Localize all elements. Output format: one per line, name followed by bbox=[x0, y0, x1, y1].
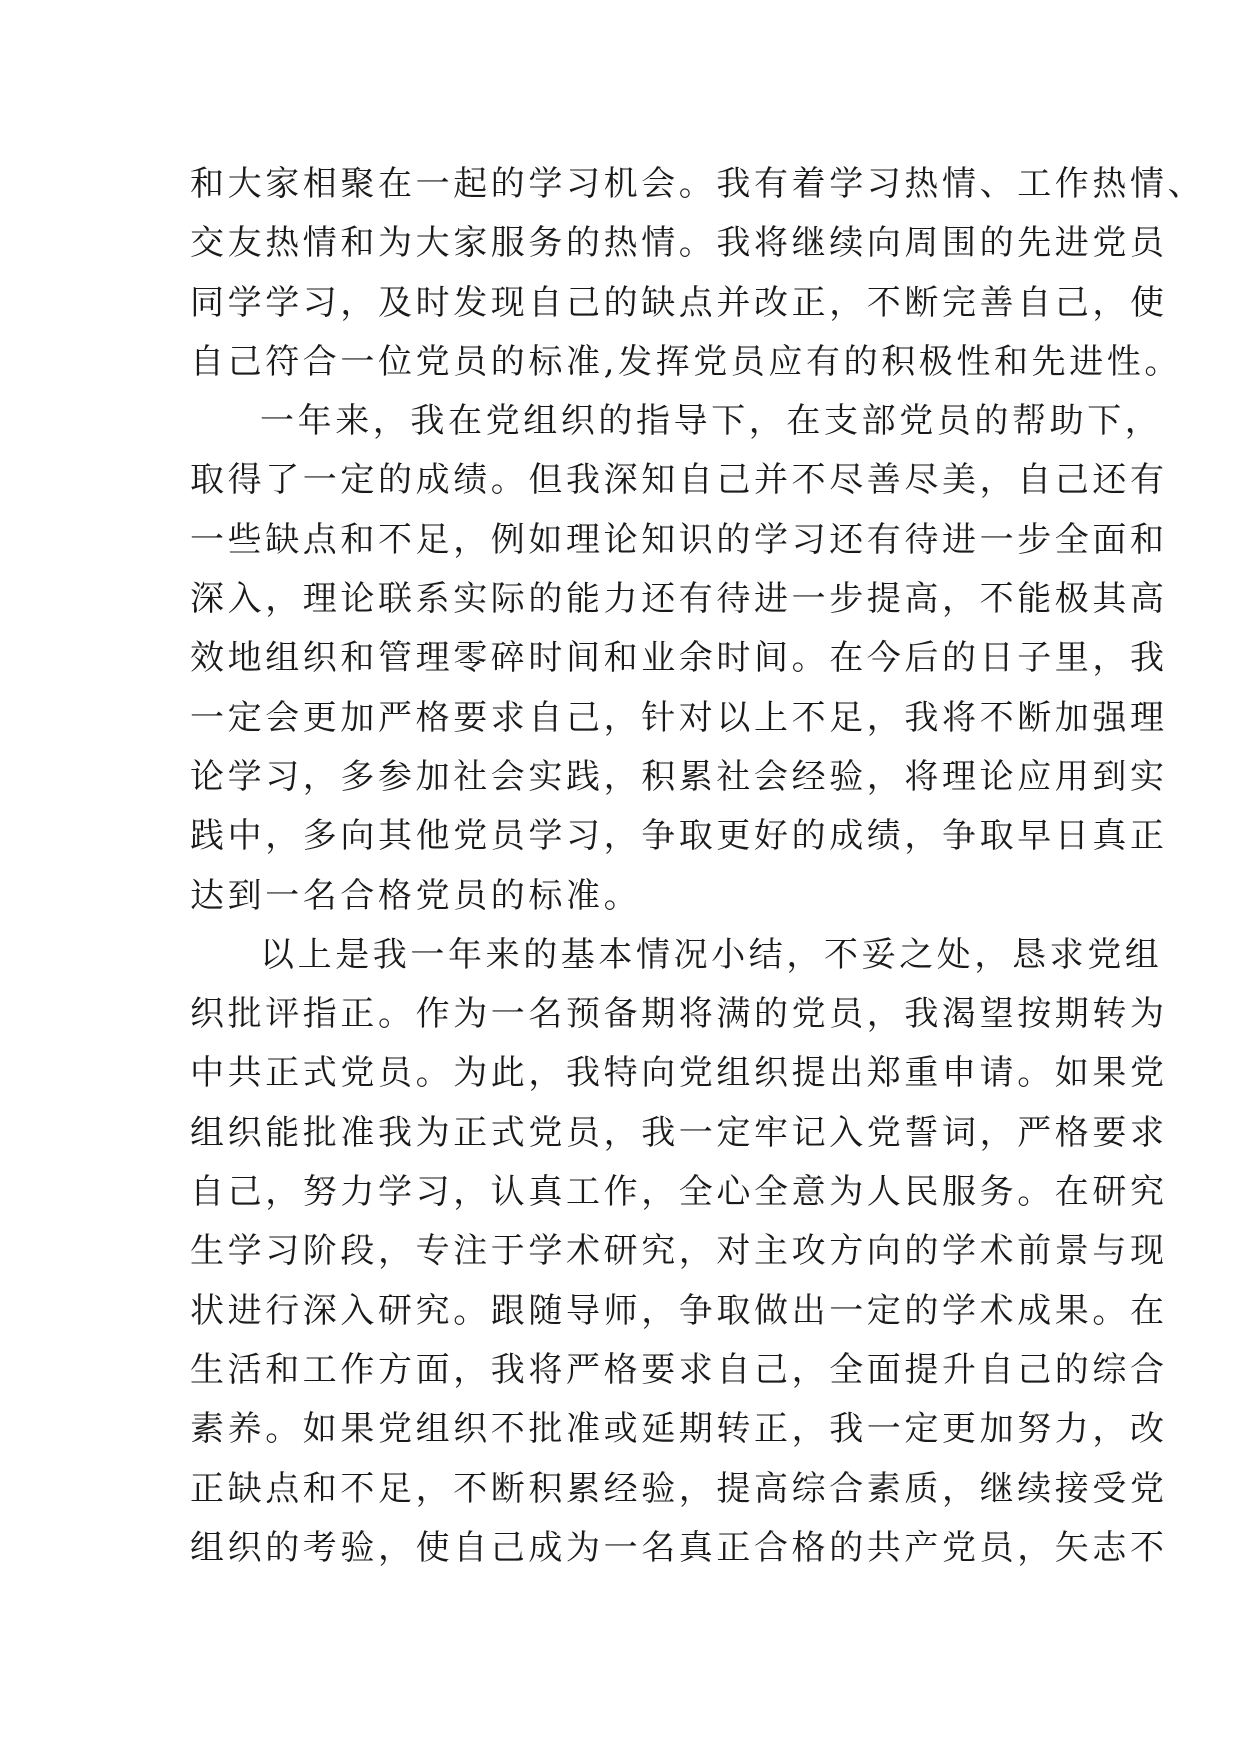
text-line: 一定会更加严格要求自己，针对以上不足，我将不断加强理 bbox=[190, 697, 1168, 738]
paragraph-start-line: 以上是我一年来的基本情况小结，不妥之处，恳求党组 bbox=[260, 934, 1163, 975]
text-line: 生活和工作方面，我将严格要求自己，全面提升自己的综合 bbox=[190, 1349, 1168, 1390]
text-line: 交友热情和为大家服务的热情。我将继续向周围的先进党员 bbox=[190, 223, 1168, 264]
text-line: 状进行深入研究。跟随导师，争取做出一定的学术成果。在 bbox=[190, 1290, 1168, 1331]
text-line: 一些缺点和不足，例如理论知识的学习还有待进一步全面和 bbox=[190, 519, 1168, 560]
text-line: 效地组织和管理零碎时间和业余时间。在今后的日子里，我 bbox=[190, 638, 1168, 679]
text-line: 中共正式党员。为此，我特向党组织提出郑重申请。如果党 bbox=[190, 1053, 1168, 1094]
text-line: 达到一名合格党员的标准。 bbox=[190, 875, 642, 916]
text-line: 正缺点和不足，不断积累经验，提高综合素质，继续接受党 bbox=[190, 1468, 1168, 1509]
text-line: 自己，努力学习，认真工作，全心全意为人民服务。在研究 bbox=[190, 1172, 1168, 1213]
body-text bbox=[190, 155, 1206, 1578]
text-line: 深入，理论联系实际的能力还有待进一步提高，不能极其高 bbox=[190, 579, 1168, 620]
text-line: 生学习阶段，专注于学术研究，对主攻方向的学术前景与现 bbox=[190, 1231, 1168, 1272]
text-line: 论学习，多参加社会实践，积累社会经验，将理论应用到实 bbox=[190, 756, 1168, 797]
text-line: 践中，多向其他党员学习，争取更好的成绩，争取早日真正 bbox=[190, 816, 1168, 857]
text-line: 素养。如果党组织不批准或延期转正，我一定更加努力，改 bbox=[190, 1409, 1168, 1450]
text-line: 和大家相聚在一起的学习机会。我有着学习热情、工作热情、 bbox=[190, 164, 1206, 204]
text-line: 取得了一定的成绩。但我深知自己并不尽善尽美，自己还有 bbox=[190, 460, 1168, 501]
text-line: 织批评指正。作为一名预备期将满的党员，我渴望按期转为 bbox=[190, 994, 1168, 1035]
text-line: 同学学习，及时发现自己的缺点并改正，不断完善自己，使 bbox=[190, 282, 1168, 323]
text-line: 自己符合一位党员的标准,发挥党员应有的积极性和先进性。 bbox=[190, 341, 1183, 382]
text-line: 组织能批准我为正式党员，我一定牢记入党誓词，严格要求 bbox=[190, 1112, 1168, 1153]
paragraph-start-line: 一年来，我在党组织的指导下，在支部党员的帮助下， bbox=[260, 401, 1163, 442]
text-line: 组织的考验，使自己成为一名真正合格的共产党员，矢志不 bbox=[190, 1527, 1168, 1568]
